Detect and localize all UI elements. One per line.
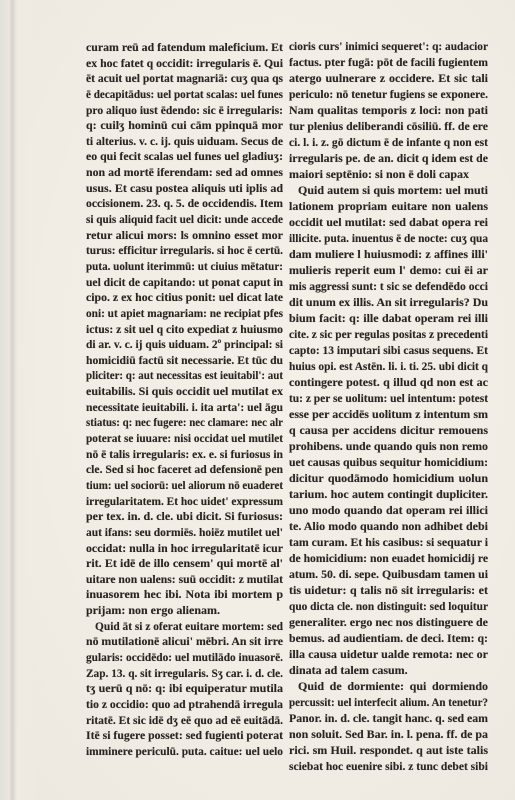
text-line-content: gularis: occidēdo: uel mutilādo inuasorē. bbox=[86, 649, 283, 664]
text-line bbox=[86, 165, 283, 181]
text-line bbox=[289, 134, 488, 150]
text-line bbox=[289, 534, 488, 550]
text-line bbox=[289, 214, 488, 230]
text-line-content: bemus. ad audientiam. de deci. Item: q: bbox=[289, 631, 488, 645]
text-line-content: ritatē. Et sic idē dʒ eē quo ad eē euitādā. bbox=[86, 712, 283, 727]
text-line-content: quo dicta cle. non distinguit: sed loquitur bbox=[289, 599, 488, 613]
text-line bbox=[86, 322, 283, 338]
text-line-content: ēt acuit uel portat magnariā: cuʒ qua qs bbox=[86, 71, 283, 86]
text-line bbox=[289, 454, 488, 470]
text-line-content: de homicidium: non euadet homicidij re bbox=[289, 551, 488, 565]
text-line bbox=[86, 728, 283, 744]
text-line bbox=[86, 275, 283, 291]
text-line-content: Quid de dormiente: qui dormiendo bbox=[298, 679, 488, 693]
text-line bbox=[86, 337, 283, 353]
text-line-content: ictus: z sit uel q cito expediat z huiusmo bbox=[86, 321, 283, 336]
text-line-content: Quid autem si quis mortem: uel muti bbox=[298, 183, 488, 197]
text-line bbox=[86, 400, 283, 416]
text-line bbox=[289, 550, 488, 566]
text-line-content: non soluit. Sed Bar. in. l. pena. ff. de pa bbox=[289, 727, 488, 741]
text-line-content: q: cuilʒ hominū cui cām ppinquā mor bbox=[86, 118, 283, 133]
text-line-content: tu: z per se uolitum: uel intentum: potest bbox=[289, 391, 488, 405]
text-line-content: curam reū ad fatendum maleficium. Et bbox=[86, 40, 283, 54]
text-line bbox=[289, 278, 488, 294]
text-line bbox=[86, 56, 283, 72]
text-line-content: imminere periculū. puta. caitue: uel uelo bbox=[86, 743, 283, 758]
text-line-content: poterat se iuuare: nisi occidat uel mutilet bbox=[86, 431, 283, 446]
text-line-content: prijam: non ergo alienam. bbox=[86, 603, 220, 618]
left-text-column bbox=[86, 40, 283, 759]
text-line-content: ci. l. i. z. gō dictum ē de infante q non est bbox=[289, 135, 488, 149]
text-line bbox=[289, 502, 488, 518]
text-line bbox=[86, 556, 283, 572]
text-line-content: puta. uolunt iterimmū: ut ciuius mētatur: bbox=[86, 258, 283, 273]
text-line bbox=[289, 614, 488, 630]
text-line-content: euitabilis. Si quis occidit uel mutilat ex bbox=[86, 384, 283, 399]
text-line bbox=[289, 662, 488, 678]
text-line-content: ti alterius. v. c. ij. quis uiduam. Secus de bbox=[86, 133, 283, 148]
text-line-content: Nam qualitas temporis z loci: non pati bbox=[289, 103, 488, 117]
text-line bbox=[289, 742, 488, 758]
text-line-content: homicidiū factū sit necessarie. Et tūc du bbox=[86, 352, 283, 367]
text-line bbox=[289, 374, 488, 390]
text-line bbox=[289, 310, 488, 326]
text-line-content: te. Alio modo quando non adhibet debi bbox=[289, 519, 488, 533]
text-line bbox=[289, 438, 488, 454]
text-line-content: non ad mortē iferendam: sed ad omnes bbox=[86, 165, 283, 180]
text-line bbox=[289, 262, 488, 278]
text-line-content: sciebat hoc euenire sibi. z tunc debet sibi bbox=[289, 759, 488, 773]
text-line bbox=[289, 630, 488, 646]
text-line-content: atum. 50. di. sepe. Quibusdam tamen ui bbox=[289, 567, 488, 581]
text-line-content: irregularitatem. Et hoc uidet' expressum bbox=[86, 493, 283, 508]
text-line bbox=[289, 198, 488, 214]
text-line bbox=[289, 422, 488, 438]
paragraph bbox=[289, 182, 488, 678]
text-line-content: oni: ut apiet magnariam: ne recipiat pfes bbox=[86, 305, 283, 320]
text-line-content: mis aggressi sunt: t sic se defendēdo occi bbox=[289, 279, 488, 293]
text-line-content: q causa per accidens dicitur remouens bbox=[289, 423, 488, 437]
text-line-content: pro aliquo iust ēdendo: sic ē irregularis: bbox=[86, 102, 283, 117]
text-line bbox=[86, 290, 283, 306]
text-line-content: maiori septēnio: si non ē doli capax bbox=[289, 167, 470, 181]
text-line-content: tʒ uerū q nō: q: ibi equiperatur mutila bbox=[86, 681, 283, 696]
text-line bbox=[86, 681, 283, 697]
text-line bbox=[86, 384, 283, 400]
text-line bbox=[86, 587, 283, 603]
text-line-content: generaliter. ergo nec nos distinguere de bbox=[289, 615, 488, 629]
text-line-content: uet causas quibus sequitur homicidium: bbox=[289, 455, 488, 469]
text-line bbox=[289, 102, 488, 118]
text-line bbox=[289, 358, 488, 374]
text-line-content: pliciter: q: aut necessitas est ieuitabil': aut bbox=[86, 368, 283, 383]
text-line bbox=[86, 431, 283, 447]
text-line-content: turus: efficitur irregularis. si hoc ē certū. bbox=[86, 243, 283, 258]
text-line bbox=[289, 118, 488, 134]
text-line bbox=[86, 447, 283, 463]
text-line-content: si quis aliquid facit uel dicit: unde accede bbox=[86, 212, 283, 227]
text-line bbox=[86, 71, 283, 87]
paragraph bbox=[86, 40, 283, 619]
text-line-content: cite. z sic per regulas positas z precedenti bbox=[289, 327, 488, 341]
text-line bbox=[86, 572, 283, 588]
text-line-content: stiatus: q: nec fugere: nec clamare: nec alr bbox=[86, 415, 283, 430]
text-line bbox=[289, 518, 488, 534]
text-line bbox=[289, 582, 488, 598]
text-line bbox=[289, 86, 488, 102]
text-line-content: huius opi. est Astēn. li. i. ti. 25. ubi dicit q bbox=[289, 359, 488, 373]
text-line bbox=[86, 181, 283, 197]
text-line bbox=[86, 228, 283, 244]
text-line bbox=[86, 666, 283, 682]
text-line bbox=[86, 306, 283, 322]
text-line-content: aut ifans: seu dormiēs. hoiēz mutilet uel' bbox=[86, 524, 283, 539]
text-line bbox=[289, 646, 488, 662]
text-line bbox=[86, 259, 283, 275]
text-line bbox=[289, 758, 488, 774]
text-line-content: tur plenius deliberandi cōsiliū. ff. de ere bbox=[289, 119, 488, 133]
paragraph bbox=[289, 38, 488, 182]
text-line bbox=[289, 246, 488, 262]
text-line-content: dinata ad talem casum. bbox=[289, 663, 408, 677]
text-line-content: periculo: nō tenetur fugiens se exponere. bbox=[289, 87, 488, 101]
text-line-content: tis uidetur: q talis nō sit irregularis: et bbox=[289, 583, 488, 597]
text-line-content: cle. Sed si hoc faceret ad defensionē pen bbox=[86, 462, 283, 477]
text-line bbox=[86, 118, 283, 134]
text-line bbox=[298, 678, 488, 694]
text-line-content: tium: uel sociorū: uel aliorum nō euaderet bbox=[86, 477, 283, 492]
text-line-content: eo qui fecit scalas uel funes uel gladiuʒ: bbox=[86, 149, 283, 164]
text-line-content: atergo uulnerare z occidere. Et sic tali bbox=[289, 71, 488, 85]
text-line bbox=[289, 486, 488, 502]
text-line-content: percussit: uel interfecit alium. An tenetur? bbox=[289, 695, 488, 709]
text-line-content: uel dicit de capitando: ut ponat caput in bbox=[86, 274, 283, 289]
text-line bbox=[289, 54, 488, 70]
text-line-content: ē decapitādus: uel portat scalas: uel funes bbox=[86, 86, 283, 101]
text-line bbox=[86, 478, 283, 494]
text-line bbox=[298, 182, 488, 198]
text-line-content: esse per accidēs uolitum z intentum sm bbox=[289, 407, 488, 421]
text-line bbox=[86, 40, 283, 56]
text-line bbox=[289, 566, 488, 582]
text-line-content: di ar. v. c. ij quis uiduam. 2º principal: si bbox=[86, 337, 283, 352]
text-line-content: tam curam. Et his casibus: si sequatur i bbox=[289, 535, 488, 549]
text-line-content: rit. Et idē de illo censem' qui mortē al' bbox=[86, 556, 283, 571]
text-line bbox=[86, 196, 283, 212]
text-line bbox=[86, 87, 283, 103]
text-line-content: dit unum ex illis. An sit irregularis? Du bbox=[289, 295, 488, 309]
paragraph bbox=[289, 678, 488, 774]
text-line-content: rici. sm Huil. respondet. q aut iste talis bbox=[289, 743, 488, 757]
text-line-content: illa causa uidetur ualde remota: nec or bbox=[289, 647, 488, 661]
text-line bbox=[86, 603, 283, 619]
text-line bbox=[86, 149, 283, 165]
text-line bbox=[86, 415, 283, 431]
text-line-content: ex hoc fatet q occidit: irregularis ē. Qui bbox=[86, 55, 283, 70]
text-line bbox=[289, 70, 488, 86]
text-line bbox=[95, 619, 283, 635]
text-line bbox=[86, 134, 283, 150]
text-line-content: prohibens. unde quando quis non remo bbox=[289, 439, 488, 453]
text-line-content: bium facit: q: ille dabat operam rei illi bbox=[289, 311, 488, 325]
text-line-content: nō ē talis irregularis: ex. e. si furiosus in bbox=[86, 446, 283, 461]
right-text-column bbox=[289, 38, 488, 774]
text-line-content: tarium. hoc autem contingit dupliciter. bbox=[289, 487, 488, 501]
text-line bbox=[86, 744, 283, 760]
text-line-content: irregularis pe. de an. dicit q idem est de bbox=[289, 151, 488, 165]
text-line bbox=[289, 294, 488, 310]
text-line-content: uno modo quando dat operam rei illici bbox=[289, 503, 488, 517]
text-line bbox=[86, 525, 283, 541]
text-line bbox=[289, 150, 488, 166]
text-line bbox=[86, 368, 283, 384]
text-line-content: Zap. 13. q. sit irregularis. Sʒ car. i. d. cle. bbox=[86, 665, 283, 680]
text-line-content: Quid āt si z oferat euitare mortem: sed bbox=[95, 618, 283, 633]
text-line bbox=[86, 541, 283, 557]
text-line-content: occidit uel mutilat: sed dabat opera rei bbox=[289, 215, 488, 229]
text-line bbox=[86, 697, 283, 713]
text-line-content: tio z occidio: quo ad ptrahendā irregula bbox=[86, 696, 283, 711]
text-line-content: illicite. puta. inuentus ē de nocte: cuʒ qua bbox=[289, 231, 488, 245]
text-line-content: necessitate ieuitabili. i. ita arta': uel āgu bbox=[86, 399, 283, 414]
text-line bbox=[289, 726, 488, 742]
text-line bbox=[86, 634, 283, 650]
text-line-content: uitare non ualens: suū occidit: z mutilat bbox=[86, 571, 283, 586]
text-line-content: Itē si fugere posset: sed fugienti poterat bbox=[86, 728, 283, 743]
text-line-content: dicitur quodāmodo homicidium uolun bbox=[289, 471, 488, 485]
text-line bbox=[289, 342, 488, 358]
text-line-content: capto: 13 imputari sibi casus sequens. Et bbox=[289, 343, 488, 357]
text-line-content: cipo. z ex hoc citius ponit: uel dicat late bbox=[86, 290, 283, 305]
text-line bbox=[86, 212, 283, 228]
text-line bbox=[86, 103, 283, 119]
text-line-content: contingere potest. q illud qd non est ac bbox=[289, 375, 488, 389]
paragraph bbox=[86, 619, 283, 760]
text-line bbox=[289, 166, 488, 182]
text-line bbox=[86, 494, 283, 510]
text-line bbox=[289, 326, 488, 342]
text-line-content: dam muliere l huiusmodi: z affines illi' bbox=[289, 247, 488, 261]
text-line-content: mulieris reperit eum l' demo: cui ēi ar bbox=[289, 263, 488, 277]
text-line bbox=[86, 509, 283, 525]
text-line bbox=[86, 353, 283, 369]
text-line bbox=[86, 462, 283, 478]
text-line bbox=[289, 38, 488, 54]
text-line-content: usus. Et casu postea aliquis uti iplis ad bbox=[86, 180, 283, 195]
text-line-content: lationem propriam euitare non ualens bbox=[289, 199, 488, 213]
text-line-content: occidat: nulla in hoc irregularitatē icur bbox=[86, 540, 283, 555]
text-line-content: cioris curs' inimici sequeret': q: audacior bbox=[289, 39, 488, 53]
text-line-content: nō mutilationē alicui' mēbri. An sit irre bbox=[86, 634, 283, 649]
text-line bbox=[289, 390, 488, 406]
text-line bbox=[86, 713, 283, 729]
text-line bbox=[289, 470, 488, 486]
text-line bbox=[86, 243, 283, 259]
text-line bbox=[289, 710, 488, 726]
text-line-content: retur alicui mors: ls omnino esset mor bbox=[86, 227, 283, 242]
text-line bbox=[289, 406, 488, 422]
text-line bbox=[289, 694, 488, 710]
text-line bbox=[289, 230, 488, 246]
text-line bbox=[86, 650, 283, 666]
text-line bbox=[289, 598, 488, 614]
text-line-content: occisionem. 23. q. 5. de occidendis. Item bbox=[86, 196, 283, 211]
text-line-content: per tex. in. d. cle. ubi dicit. Si furiosus: bbox=[86, 509, 283, 524]
text-line-content: Panor. in. d. cle. tangit hanc. q. sed eam bbox=[289, 711, 488, 725]
text-line-content: factus. pter fugā: pōt de facili fugientem bbox=[289, 55, 488, 69]
text-line-content: inuasorem hec ibi. Nota ibi mortem p bbox=[86, 587, 283, 602]
